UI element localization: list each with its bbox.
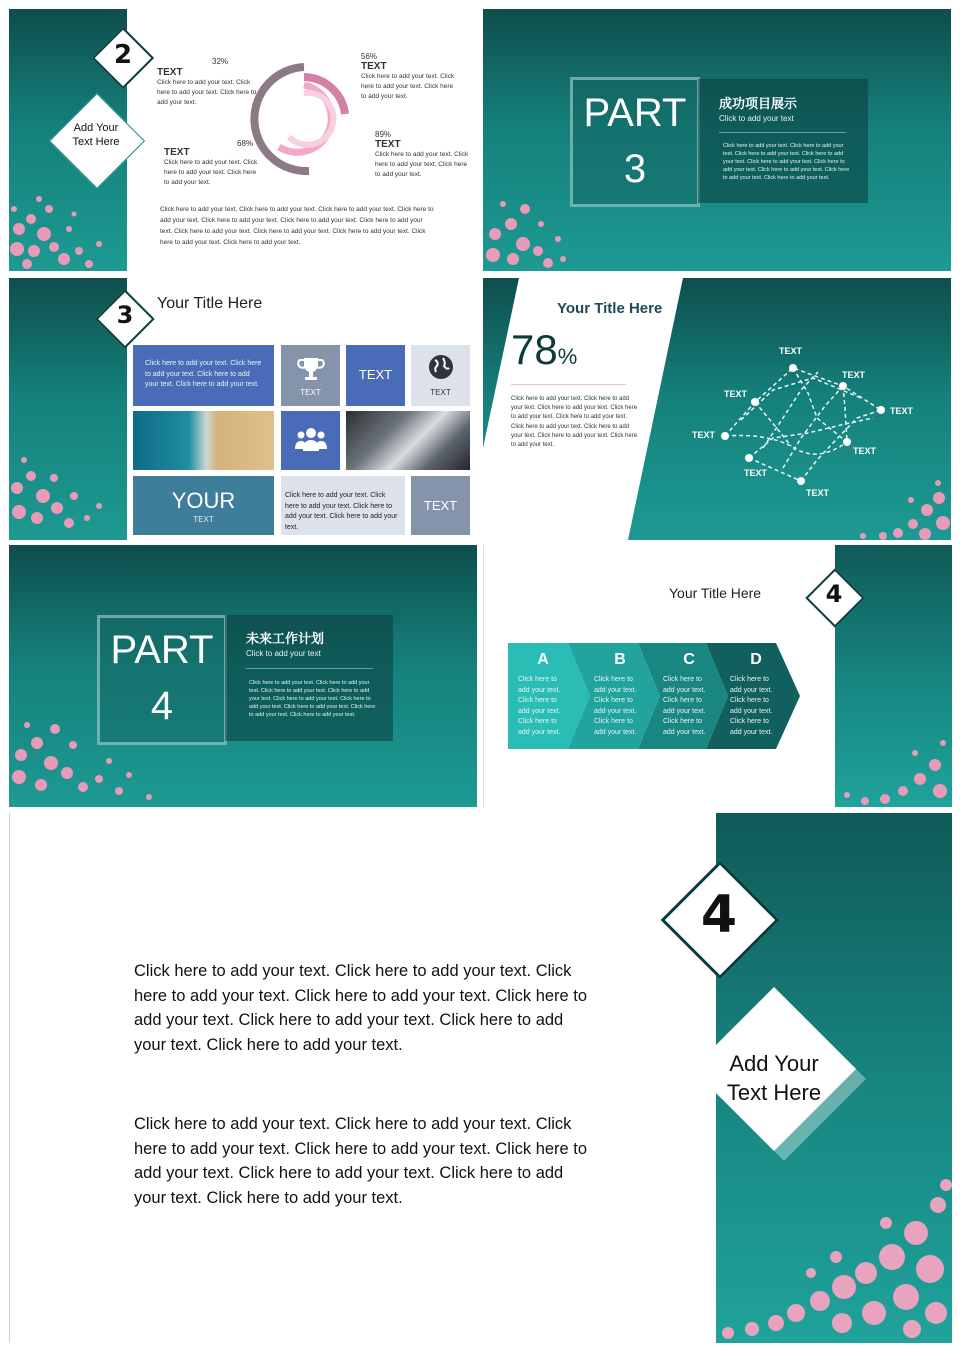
slide-part-4 — [9, 545, 477, 807]
ring-label-1 — [157, 57, 267, 108]
team-icon — [294, 425, 328, 455]
step-letter: A — [537, 651, 549, 668]
team-tile — [281, 411, 340, 470]
net-label: TEXT — [842, 370, 866, 380]
slide-large-text — [9, 813, 952, 1343]
tile-label: TEXT — [430, 388, 451, 397]
part-number: 3 — [623, 147, 647, 191]
globe-tile — [411, 345, 470, 406]
pink-spheres — [9, 448, 127, 540]
step-letter: C — [683, 651, 695, 668]
label-title: TEXT — [164, 147, 190, 158]
ring-label-2 — [361, 52, 461, 102]
slide-number: 3 — [116, 301, 134, 329]
net-label: TEXT — [692, 430, 716, 440]
slide-network — [483, 278, 951, 540]
label-body: Click here to add your text. Click here to add your text. Click here to add your text. — [361, 73, 455, 100]
ring-label-4 — [375, 130, 475, 180]
net-label: TEXT — [779, 346, 803, 356]
net-label: TEXT — [890, 406, 914, 416]
step-text: Click here to add your text. Click here to add your text. Click here to add your text. — [663, 676, 706, 736]
tile-label: TEXT — [423, 498, 458, 513]
slide-number: 4 — [700, 885, 738, 945]
slide-tiles — [9, 278, 477, 540]
trophy-tile — [281, 345, 340, 406]
building-photo — [346, 411, 470, 470]
tile-label: TEXT — [300, 388, 321, 397]
trophy-icon — [297, 355, 325, 383]
label-body: Click here to add your text. Click here to add your text. Click here to add your text. — [164, 159, 258, 186]
divider — [511, 384, 626, 385]
paragraph-1: Click here to add your text. Click here to add your text. Click here to add your text. Click here to add your text. Click here to add your text. Click here to add your text. Click here to add your text. Click here to add your text. — [134, 962, 588, 1054]
paragraph-2: Click here to add your text. Click here to add your text. Click here to add your text. Click here to add your text. Click here to add your text. Click here to add your text. Click here to add your text. Click here to add your text. — [134, 1115, 588, 1207]
slide-arrow-steps — [483, 545, 952, 807]
diamond-text: Add Your Text Here — [726, 1051, 822, 1105]
step-b — [594, 651, 646, 738]
step-text: Click here to add your text. Click here to add your text. Click here to add your text. — [518, 676, 561, 736]
slide-title: Your Title Here — [669, 585, 762, 601]
net-label: TEXT — [744, 468, 768, 478]
part-title: 未来工作计划 — [246, 632, 325, 647]
part-label: PART — [110, 628, 214, 672]
step-a — [518, 651, 568, 738]
blue-text-tile — [133, 345, 274, 406]
slide-number: 4 — [825, 580, 843, 608]
tile-label: TEXT — [358, 367, 393, 382]
label-body: Click here to add your text. Click here to add your text. Click here to add your text. — [157, 79, 257, 106]
net-label: TEXT — [724, 389, 748, 399]
step-c — [663, 651, 715, 738]
footer-text: Click here to add your text. Click here to add your text. Click here to add your text. Click here to add your text. Click here to add your text. Click here to add your text. Click here to add your text. Click here to add your text. Click here to add your text. Click here to add your text. Click here to add your text. Click here to add your text. — [160, 206, 434, 246]
your-sub: TEXT — [193, 515, 214, 524]
label-body: Click here to add your text. Click here to add your text. Click here to add your text. — [375, 151, 469, 178]
pct: 89% — [375, 130, 392, 139]
part-title: 成功项目展示 — [719, 97, 798, 112]
ring-label-3 — [164, 139, 274, 188]
slide-title: Your Title Here — [157, 295, 263, 312]
part-label: PART — [583, 91, 687, 135]
tile-text: Click here to add your text. Click here to add your text. Click here to add your text. Click here to add your text. — [145, 360, 262, 388]
your-tile — [133, 476, 274, 535]
stat-body: Click here to add your text. Click here to add your text. Click here to add your text. Click here to add your text. Click here to add your text. Click here to add your text. Click here to add your text. Click here to add your text. Click here to add your text. — [511, 396, 638, 449]
your-label: YOUR — [171, 488, 236, 513]
stat-unit: % — [557, 344, 578, 369]
pink-spheres — [835, 735, 952, 807]
divider — [246, 668, 373, 669]
slide-title: Your Title Here — [557, 300, 663, 317]
part-subtitle: Click to add your text — [246, 649, 321, 658]
step-letter: D — [750, 651, 762, 668]
beach-photo — [133, 411, 274, 470]
divider — [719, 132, 846, 133]
pct: 68% — [237, 139, 254, 148]
net-label: TEXT — [806, 488, 830, 498]
text-tile — [346, 345, 405, 406]
part-body: Click here to add your text. Click here to add your text. Click here to add your text. Click here to add your text. Click here to add your text. Click here to add your text. Click here to add your text. Click here to add your text. Click here to add your text. — [249, 680, 376, 718]
big-stat — [511, 326, 577, 374]
diamond-text: Add Your Text Here — [72, 122, 120, 148]
label-title: TEXT — [361, 61, 387, 72]
slide-ring-chart — [9, 9, 477, 271]
step-letter: B — [614, 651, 626, 668]
step-d — [730, 651, 782, 738]
stat-value: 78 — [511, 326, 558, 373]
pink-spheres — [9, 189, 127, 271]
gray-text-tile — [281, 476, 405, 535]
part-subtitle: Click to add your text — [719, 114, 794, 123]
pct: 32% — [212, 57, 229, 66]
slide-part-3 — [483, 9, 951, 271]
step-text: Click here to add your text. Click here to add your text. Click here to add your text. — [594, 676, 637, 736]
pink-spheres — [716, 1173, 952, 1343]
globe-icon — [427, 353, 455, 381]
part-number: 4 — [150, 684, 174, 728]
net-label: TEXT — [853, 446, 877, 456]
step-text: Click here to add your text. Click here to add your text. Click here to add your text. — [730, 676, 773, 736]
label-title: TEXT — [157, 67, 183, 78]
label-title: TEXT — [375, 139, 401, 150]
tile-text: Click here to add your text. Click here to add your text. Click here to add your text. Click here to add your text. — [285, 492, 398, 531]
slide-number: 2 — [113, 40, 133, 70]
text-tile-2 — [411, 476, 470, 535]
pct: 56% — [361, 52, 378, 61]
part-body: Click here to add your text. Click here to add your text. Click here to add your text. Click here to add your text. Click here to add your text. Click here to add your text. Click here to add your text. Click here to add your text. Click here to add your text. — [723, 143, 850, 181]
network-diagram — [683, 338, 913, 508]
